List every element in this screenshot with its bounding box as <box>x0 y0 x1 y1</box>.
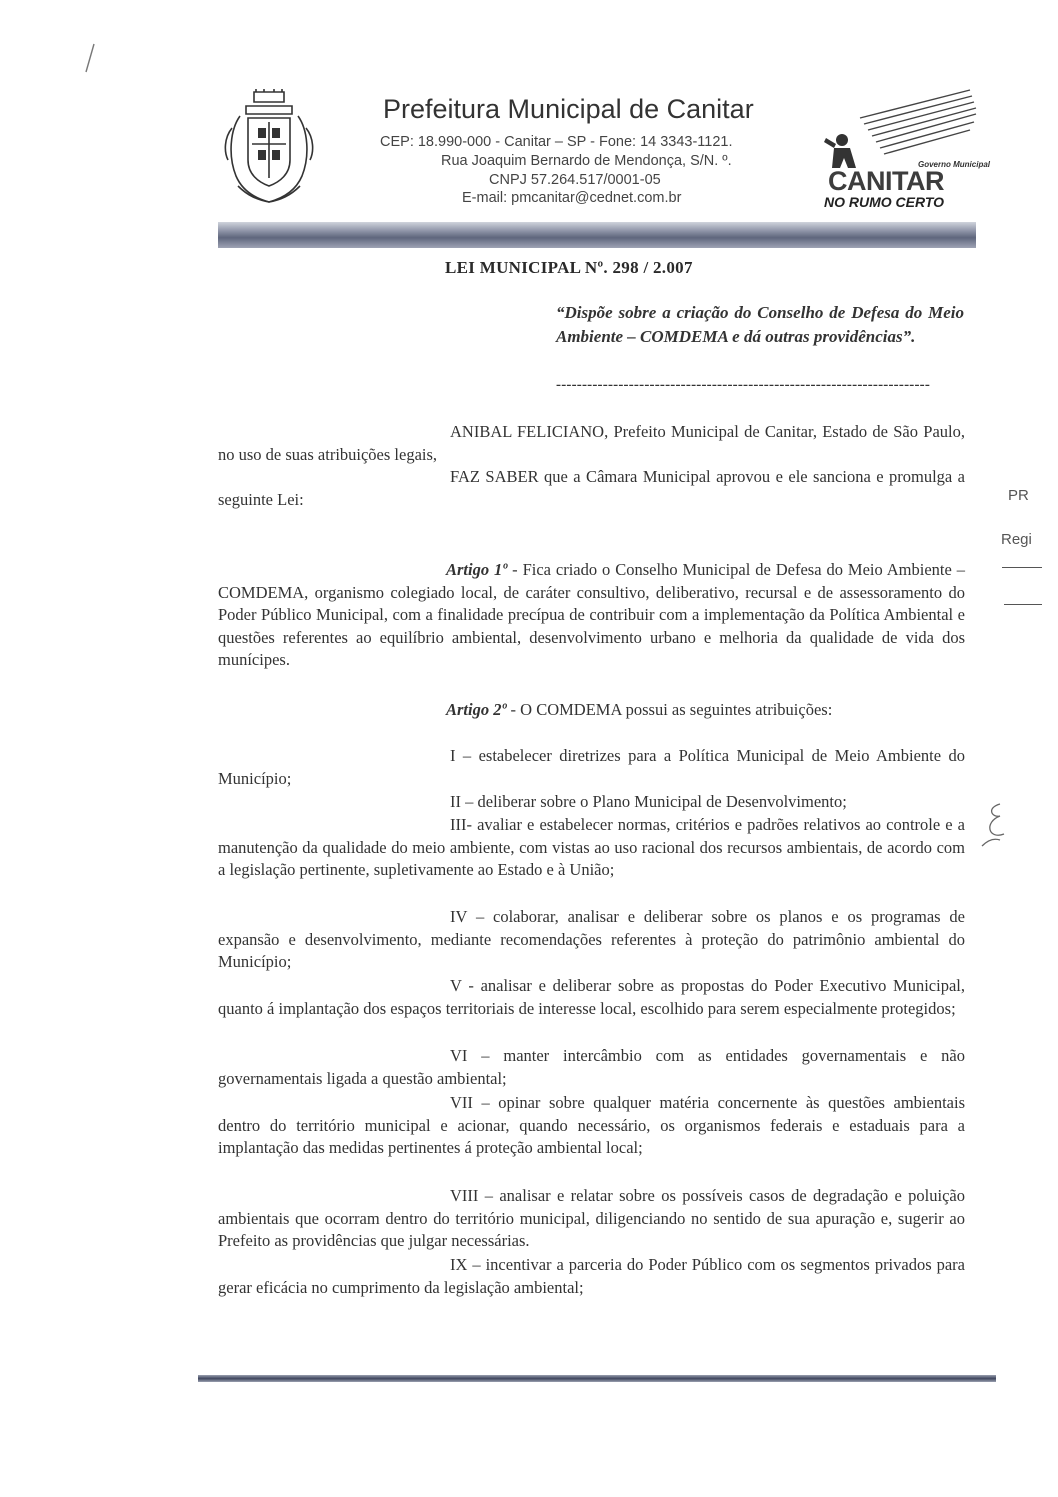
preamble-paragraph-1: ANIBAL FELICIANO, Prefeito Municipal de Canitar, Estado de São Paulo, no uso de suas atribuições legais, <box>218 422 965 464</box>
coat-of-arms-logo <box>218 88 320 206</box>
logo-name: CANITAR <box>828 166 944 196</box>
item-V: V - analisar e deliberar sobre as propostas do Poder Executivo Municipal, quanto á implantação dos espaços territoriais de interesse local, escolhido para serem especialmente protegidos; <box>218 976 965 1018</box>
logo-slogan: NO RUMO CERTO <box>824 194 945 210</box>
canitar-government-logo <box>820 88 991 214</box>
margin-rule-1 <box>1002 567 1042 568</box>
margin-fragment-2: Regi <box>1001 531 1032 548</box>
header-cnpj: CNPJ 57.264.517/0001-05 <box>489 172 661 188</box>
article-2: Artigo 2º - O COMDEMA possui as seguintes atribuições: <box>446 700 833 719</box>
item-II: II – deliberar sobre o Plano Municipal de Desenvolvimento; <box>450 792 847 811</box>
header-title: Prefeitura Municipal de Canitar <box>383 94 754 124</box>
handwritten-initial-mark <box>970 800 1020 855</box>
item-III: III- avaliar e estabelecer normas, critérios e padrões relativos ao controle e a manutenção da qualidade do meio ambiente, com vistas ao uso racional dos recursos ambientais, de acordo com a legislação pertinente, supletivamente ao Estado e à União; <box>218 815 965 880</box>
item-VIII: VIII – analisar e relatar sobre os possíveis casos de degradação e poluição ambientais que ocorram dentro do território municipal, diligenciando no sentido de sua apuração e, sugerir ao Prefeito as providências que julgar necessárias. <box>218 1186 965 1251</box>
header-address-line1: CEP: 18.990-000 - Canitar – SP - Fone: 14 3343-1121. <box>380 134 733 150</box>
header-email: E-mail: pmcanitar@cednet.com.br <box>462 190 682 206</box>
article-2-label: Artigo 2º <box>446 700 507 719</box>
law-title: LEI MUNICIPAL Nº. 298 / 2.007 <box>445 258 693 277</box>
margin-rule-2 <box>1004 604 1042 605</box>
preamble-paragraph-2: FAZ SABER que a Câmara Municipal aprovou e ele sanciona e promulga a seguinte Lei: <box>218 467 965 509</box>
margin-fragment-1: PR <box>1008 487 1029 504</box>
ementa-separator: ------------------------------------------------------------------------ <box>556 377 931 393</box>
article-1: Artigo 1º - Fica criado o Conselho Municipal de Defesa do Meio Ambiente – COMDEMA, organismo colegiado local, de caráter consultivo, deliberativo, recursal e de assessoramento do Poder Público Municipal, com a finalidade precípua de contribuir com a implementação da Política Ambiental e questões referentes ao equilíbrio ambiental, desenvolvimento urbano e melhoria da qualidade de vida dos munícipes. <box>218 560 965 670</box>
footer-divider-bar <box>198 1375 996 1382</box>
logo-small-caption: Governo Municipal <box>918 160 991 169</box>
header-address-line2: Rua Joaquim Bernardo de Mendonça, S/N. º. <box>441 153 732 169</box>
item-VII: VII – opinar sobre qualquer matéria concernente às questões ambientais dentro do território municipal e acionar, quando necessário, os organismos federais e estaduais para a implantação das medidas pertinentes á proteção ambiental local; <box>218 1093 965 1158</box>
item-I: I – estabelecer diretrizes para a Política Municipal de Meio Ambiente do Município; <box>218 746 965 788</box>
item-IX: IX – incentivar a parceria do Poder Público com os segmentos privados para gerar eficácia no cumprimento da legislação ambiental; <box>218 1255 965 1297</box>
law-ementa: “Dispõe sobre a criação do Conselho de Defesa do Meio Ambiente – COMDEMA e dá outras providências”. <box>556 303 964 346</box>
header-divider-bar <box>218 222 976 248</box>
item-VI: VI – manter intercâmbio com as entidades governamentais e não governamentais ligada a questão ambiental; <box>218 1046 965 1088</box>
item-IV: IV – colaborar, analisar e deliberar sobre os planos e os programas de expansão e desenvolvimento, mediante recomendações referentes à proteção do patrimônio ambiental do Município; <box>218 907 965 972</box>
article-1-label: Artigo 1º <box>446 560 508 579</box>
pen-mark <box>80 40 100 80</box>
